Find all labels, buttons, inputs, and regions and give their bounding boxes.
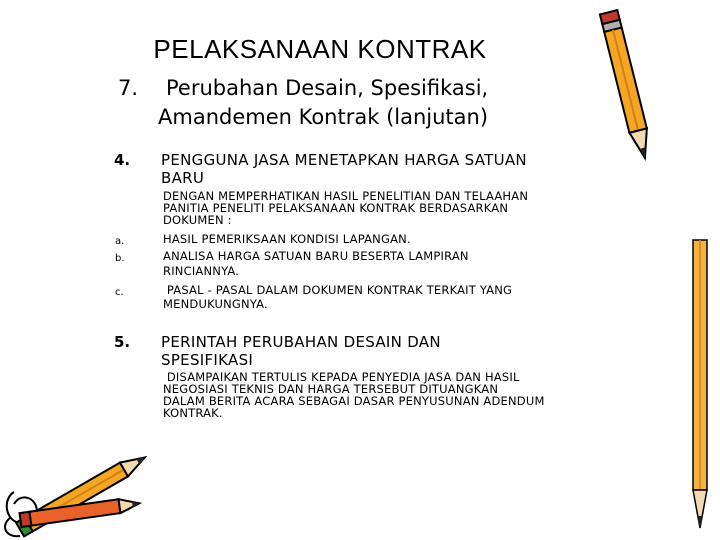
item-5-body-line-3: DALAM BERITA ACARA SEBAGAI DASAR PENYUSUNAN ADENDUM (163, 394, 545, 408)
item-5-body-line-1: DISAMPAIKAN TERTULIS KEPADA PENYEDIA JASA DAN HASIL (163, 370, 520, 384)
pencil-right-edge-icon (684, 236, 714, 536)
sub-item-c-letter: c. (115, 287, 124, 298)
sub-item-c-line-1: PASAL - PASAL DALAM DOKUMEN KONTRAK TERKAIT YANG (163, 283, 513, 297)
sub-item-b-line-2: RINCIANNYA. (163, 264, 240, 278)
slide-title: PELAKSANAAN KONTRAK (153, 34, 487, 64)
pencils-bottom-left-icon (0, 432, 170, 540)
item-5-body-line-2: NEGOSIASI TEKNIS DAN HARGA TERSEBUT DITUANGKAN (163, 382, 499, 396)
sub-item-b-line-1: ANALISA HARGA SATUAN BARU BESERTA LAMPIRAN (163, 249, 469, 263)
item-4-heading-line-1: PENGGUNA JASA MENETAPKAN HARGA SATUAN (161, 151, 527, 169)
subtitle-number: 7. (118, 76, 139, 100)
item-4-number: 4. (114, 151, 131, 169)
item-5-number: 5. (114, 333, 131, 351)
item-4-intro-line-1: DENGAN MEMPERHATIKAN HASIL PENELITIAN DAN TELAAHAN (163, 189, 529, 203)
item-5-body-line-4: KONTRAK. (163, 406, 223, 420)
sub-item-a-line-1: HASIL PEMERIKSAAN KONDISI LAPANGAN. (163, 232, 411, 246)
sub-item-b-letter: b. (115, 253, 125, 264)
item-4-intro-line-2: PANITIA PENELITI PELAKSANAAN KONTRAK BERDASARKAN (163, 201, 509, 215)
sub-item-c-line-2: MENDUKUNGNYA. (163, 297, 268, 311)
item-4-heading-line-2: BARU (161, 169, 205, 187)
subtitle-line-1: Perubahan Desain, Spesifikasi, (166, 76, 489, 100)
item-5-heading-line-2: SPESIFIKASI (161, 351, 254, 369)
sub-item-a-letter: a. (115, 236, 125, 247)
item-4-intro-line-3: DOKUMEN : (163, 213, 232, 227)
subtitle-line-2: Amandemen Kontrak (lanjutan) (158, 105, 489, 129)
pencil-top-right-icon (598, 2, 656, 170)
item-5-heading-line-1: PERINTAH PERUBAHAN DESAIN DAN (161, 333, 441, 351)
